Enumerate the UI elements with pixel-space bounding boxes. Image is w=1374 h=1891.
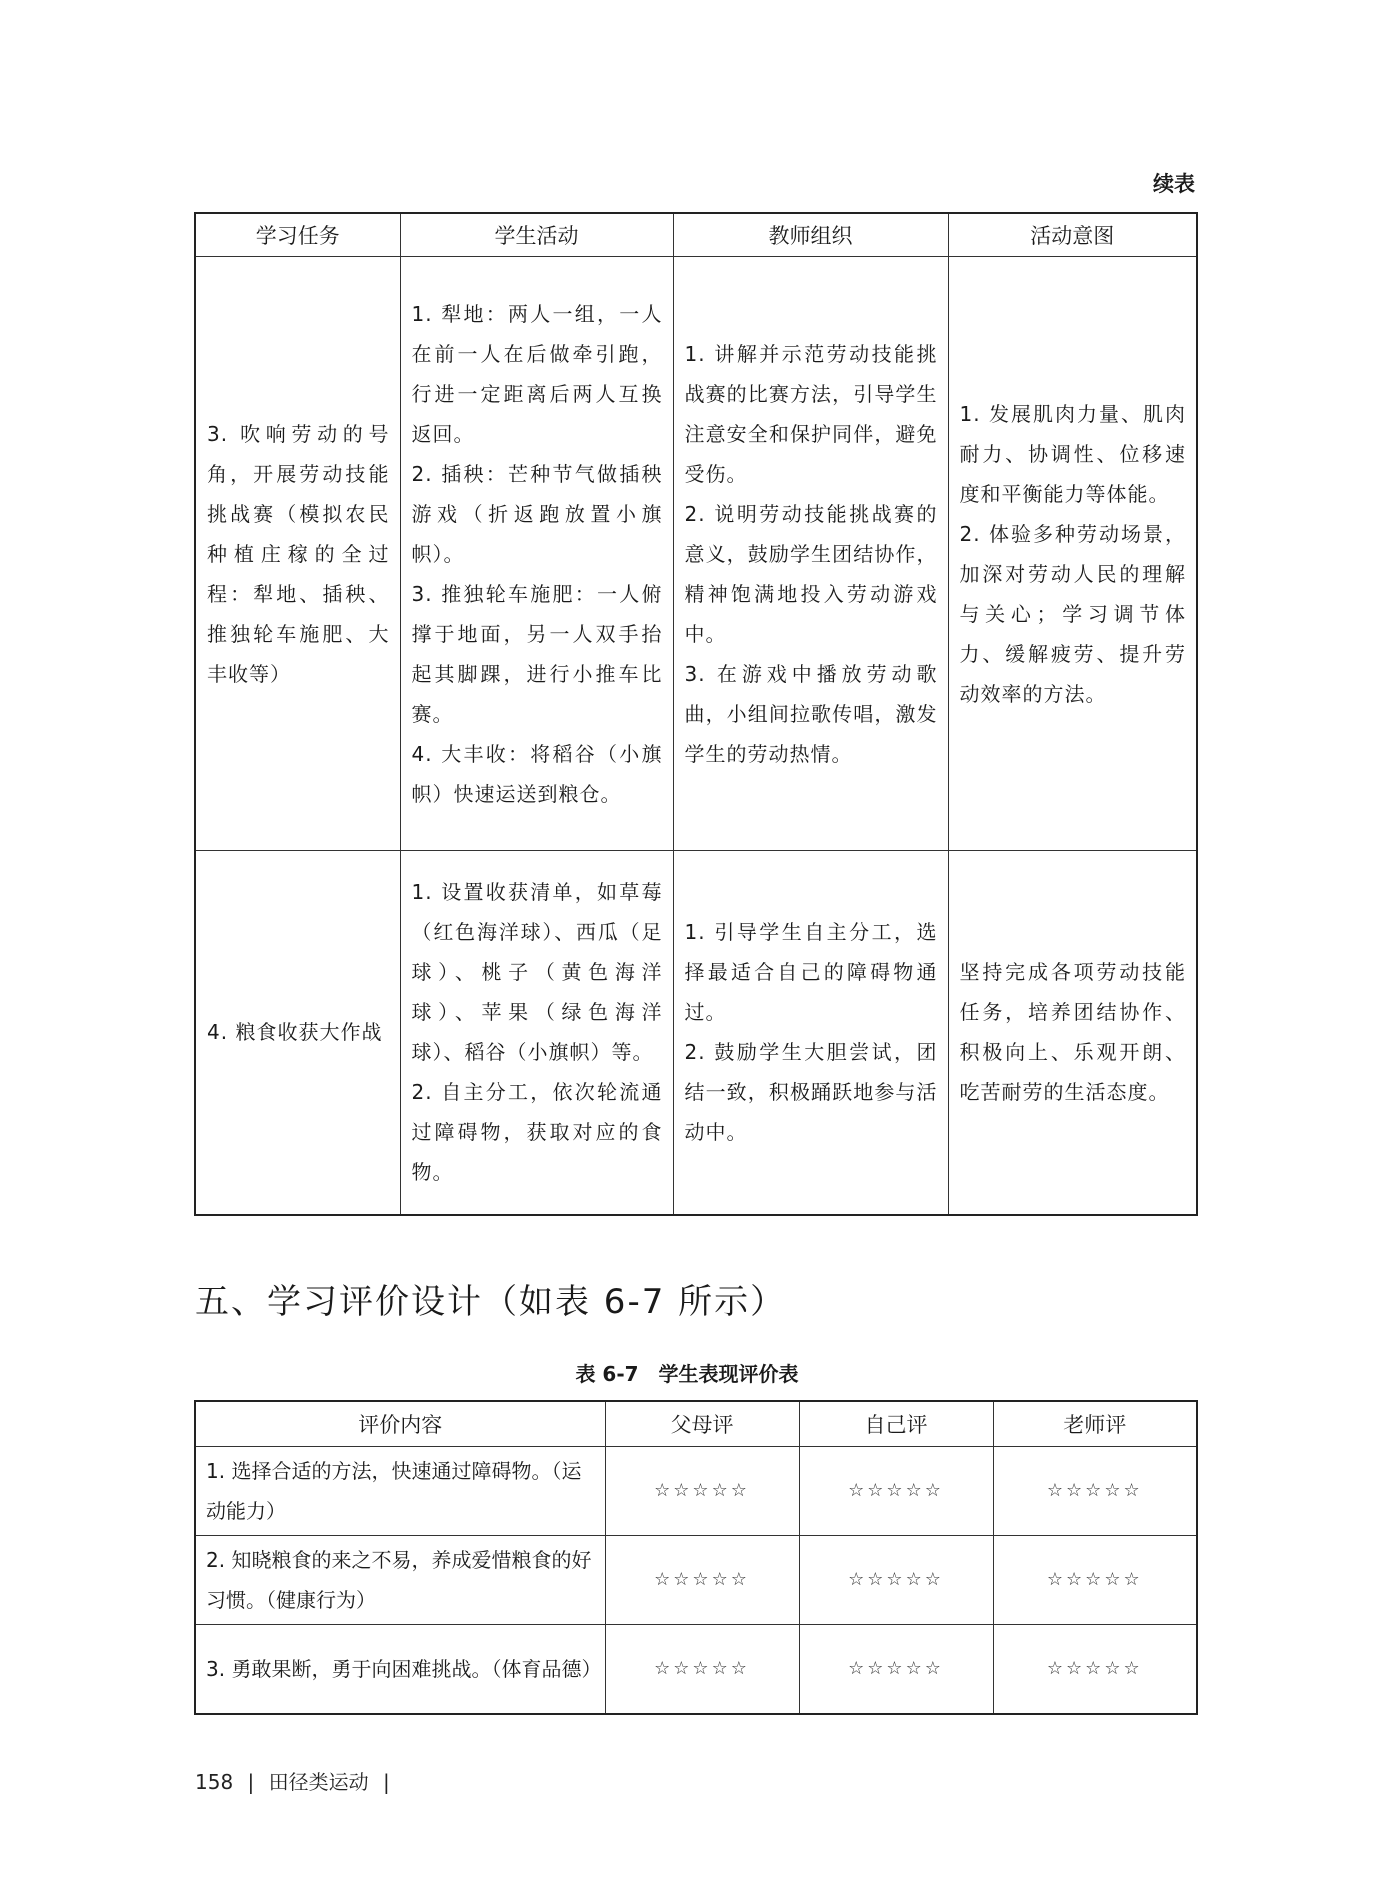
activity-item: 2. 自主分工，依次轮流通过障碍物，获取对应的食物。 xyxy=(411,1080,663,1185)
table-row xyxy=(195,1536,1197,1625)
teacher-rating-stars: ☆☆☆☆☆ xyxy=(993,1625,1197,1715)
intent-item: 坚持完成各项劳动技能任务，培养团结协作、积极向上、乐观开朗、吃苦耐劳的生活态度。 xyxy=(959,960,1186,1105)
teacher-cell xyxy=(673,257,948,851)
activity-item: 3. 推独轮车施肥：一人俯撑于地面，另一人双手抬起其脚踝，进行小推车比赛。 xyxy=(411,581,663,726)
table-header-row xyxy=(195,213,1197,257)
self-rating-stars: ☆☆☆☆☆ xyxy=(799,1625,993,1715)
intent-cell xyxy=(948,257,1197,851)
page-footer xyxy=(195,1766,398,1795)
parent-rating-stars: ☆☆☆☆☆ xyxy=(605,1625,799,1715)
activity-item: 1. 设置收获清单，如草莓（红色海洋球）、西瓜（足球）、桃子（黄色海洋球）、苹果（绿色海洋球）、稻谷（小旗帜）等。 xyxy=(411,880,663,1065)
parent-rating-stars: ☆☆☆☆☆ xyxy=(605,1536,799,1625)
teacher-item: 2. 说明劳动技能挑战赛的意义，鼓励学生团结协作，精神饱满地投入劳动游戏中。 xyxy=(684,501,938,646)
continued-label: 续表 xyxy=(1153,172,1195,196)
teacher-item: 1. 引导学生自主分工，选择最适合自己的障碍物通过。 xyxy=(684,920,938,1025)
header-teacher-organization: 教师组织 xyxy=(673,213,948,257)
eval-content-cell: 1. 选择合适的方法，快速通过障碍物。（运动能力） xyxy=(195,1447,605,1536)
teacher-item: 3. 在游戏中播放劳动歌曲，小组间拉歌传唱，激发学生的劳动热情。 xyxy=(684,661,938,766)
intent-cell xyxy=(948,851,1197,1215)
footer-separator: | xyxy=(247,1770,255,1794)
task-cell: 4. 粮食收获大作战 xyxy=(195,851,400,1215)
header-eval-content: 评价内容 xyxy=(195,1401,605,1447)
page-number: 158 xyxy=(195,1770,234,1794)
table-caption: 表 6-7 学生表现评价表 xyxy=(575,1362,799,1386)
header-parent-eval: 父母评 xyxy=(605,1401,799,1447)
section-heading: 五、学习评价设计（如表 6-7 所示） xyxy=(195,1282,787,1323)
table-row xyxy=(195,1625,1197,1715)
intent-item: 1. 发展肌肉力量、肌肉耐力、协调性、位移速度和平衡能力等体能。 xyxy=(959,401,1186,506)
header-student-activity: 学生活动 xyxy=(400,213,673,257)
header-activity-intent: 活动意图 xyxy=(948,213,1197,257)
header-teacher-eval: 老师评 xyxy=(993,1401,1197,1447)
self-rating-stars: ☆☆☆☆☆ xyxy=(799,1536,993,1625)
self-rating-stars: ☆☆☆☆☆ xyxy=(799,1447,993,1536)
activity-item: 1. 犁地：两人一组，一人在前一人在后做牵引跑，行进一定距离后两人互换返回。 xyxy=(411,301,663,446)
teacher-item: 1. 讲解并示范劳动技能挑战赛的比赛方法，引导学生注意安全和保护同伴，避免受伤。 xyxy=(684,341,938,486)
teacher-rating-stars: ☆☆☆☆☆ xyxy=(993,1536,1197,1625)
header-self-eval: 自己评 xyxy=(799,1401,993,1447)
teacher-rating-stars: ☆☆☆☆☆ xyxy=(993,1447,1197,1536)
evaluation-table xyxy=(194,1400,1198,1715)
header-task: 学习任务 xyxy=(195,213,400,257)
teacher-item: 2. 鼓励学生大胆尝试，团结一致，积极踊跃地参与活动中。 xyxy=(684,1040,938,1145)
activity-item: 4. 大丰收：将稻谷（小旗帜）快速运送到粮仓。 xyxy=(411,741,663,806)
footer-separator: | xyxy=(383,1770,390,1794)
intent-item: 2. 体验多种劳动场景，加深对劳动人民的理解与关心；学习调节体力、缓解疲劳、提升劳动效率的方法。 xyxy=(959,521,1186,706)
eval-content-cell: 2. 知晓粮食的来之不易，养成爱惜粮食的好习惯。（健康行为） xyxy=(195,1536,605,1625)
eval-content-cell: 3. 勇敢果断，勇于向困难挑战。（体育品德） xyxy=(195,1625,605,1715)
table-header-row xyxy=(195,1401,1197,1447)
book-title: 田径类运动 xyxy=(268,1770,369,1794)
table-row xyxy=(195,851,1197,1215)
activities-cell xyxy=(400,851,673,1215)
activities-cell xyxy=(400,257,673,851)
task-cell: 3. 吹响劳动的号角，开展劳动技能挑战赛（模拟农民种植庄稼的全过程：犁地、插秧、推独轮车施肥、大丰收等） xyxy=(195,257,400,851)
lesson-plan-table xyxy=(194,212,1198,1216)
teacher-cell xyxy=(673,851,948,1215)
activity-item: 2. 插秧：芒种节气做插秧游戏（折返跑放置小旗帜）。 xyxy=(411,461,663,566)
parent-rating-stars: ☆☆☆☆☆ xyxy=(605,1447,799,1536)
table-row xyxy=(195,257,1197,851)
table-row xyxy=(195,1447,1197,1536)
